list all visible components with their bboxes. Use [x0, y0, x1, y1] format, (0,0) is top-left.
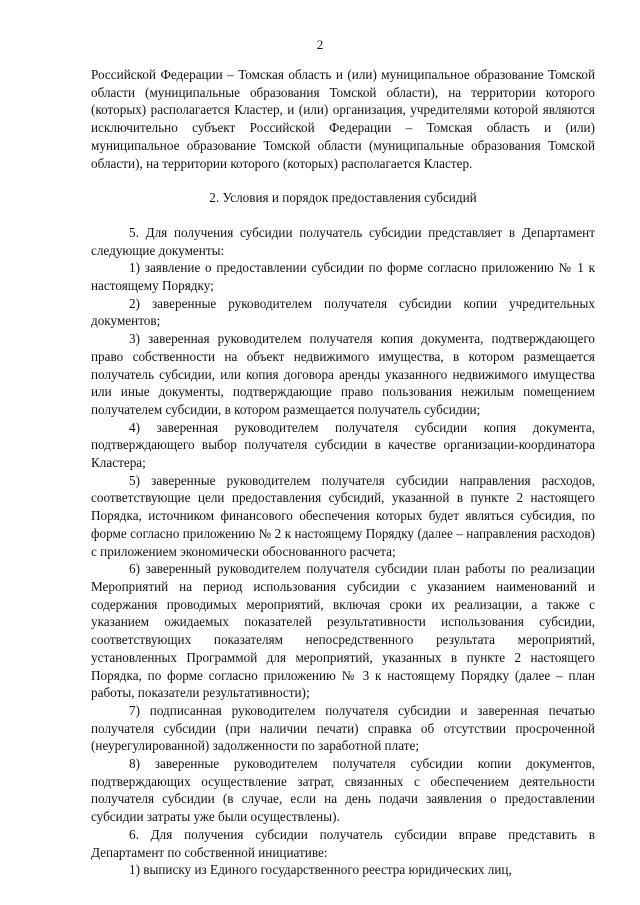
document-body: [91, 66, 595, 879]
paragraph-item-6-1: 1) выписку из Единого государственного реестра юридических лиц,: [129, 862, 512, 878]
paragraph-item-5-3: 3) заверенная руководителем получателя копия документа, подтверждающего право собственности на объект недвижимого имущества, в котором размещается получатель субсидии, или копия договора аренды указанного недвижимого имущества или иные документы, подтверждающие право пользования нежилым помещением получателем субсидии, в котором размещается получатель субсидии;: [91, 331, 595, 417]
paragraph-item-5: 5. Для получения субсидии получатель субсидии представляет в Департамент следующие документы:: [91, 224, 595, 258]
paragraph-item-5-4: 4) заверенная руководителем получателя субсидии копия документа, подтверждающего выбор получателя субсидии в качестве организации-координатора Кластера;: [91, 419, 595, 471]
intro-paragraph: Российской Федерации – Томская область и (или) муниципальное образование Томской области (муниципальные образования Томской области), на территории которого (которых) располагается Кластер, и (или) организация, учредителями которой являются исключительно субъект Российской Федерации – Томская область и (или) муниципальное образование Томской области (муниципальные образования Томской области), на территории которого (которых) располагается Кластер.: [91, 67, 595, 171]
paragraph-item-5-7: 7) подписанная руководителем получателя субсидии и заверенная печатью получателя субсидии (при наличии печати) справка об отсутствии просроченной (неурегулированной) задолженности по заработной плате;: [91, 702, 595, 754]
paragraph-item-5-2: 2) заверенные руководителем получателя субсидии копии учредительных документов;: [91, 295, 595, 329]
page-number: 2: [316, 37, 324, 52]
paragraph-item-5-1: 1) заявление о предоставлении субсидии по форме согласно приложению № 1 к настоящему Порядку;: [91, 260, 595, 294]
paragraph-item-6: 6. Для получения субсидии получатель субсидии вправе представить в Департамент по собственной инициативе:: [91, 826, 595, 860]
paragraph-item-5-8: 8) заверенные руководителем получателя субсидии копии документов, подтверждающих осуществление затрат, связанных с обеспечением деятельности получателя субсидии (в случае, если на день подачи заявления о предоставлении субсидии затраты уже были осуществлены).: [91, 756, 595, 825]
paragraph-item-5-6: 6) заверенный руководителем получателя субсидии план работы по реализации Мероприятий на период использования субсидии с указанием наименований и содержания проводимых мероприятий, включая сроки их реализации, а также с указанием ожидаемых показателей результативности использования субсидии, соответствующих показателям непосредственного результата мероприятий, установленных Программой для мероприятий, указанных в пункте 2 настоящего Порядка, по форме согласно приложению № 3 к настоящему Порядку (далее – план работы, показатели результативности);: [91, 561, 595, 701]
section-heading: 2. Условия и порядок предоставления субсидий: [209, 190, 477, 206]
paragraph-item-5-5: 5) заверенные руководителем получателя субсидии направления расходов, соответствующие цели предоставления субсидий, указанной в пункте 2 настоящего Порядка, источником финансового обеспечения которых будет являться субсидия, по форме согласно приложению № 2 к настоящему Порядку (далее – направления расходов) с приложением экономически обоснованного расчета;: [91, 472, 595, 559]
